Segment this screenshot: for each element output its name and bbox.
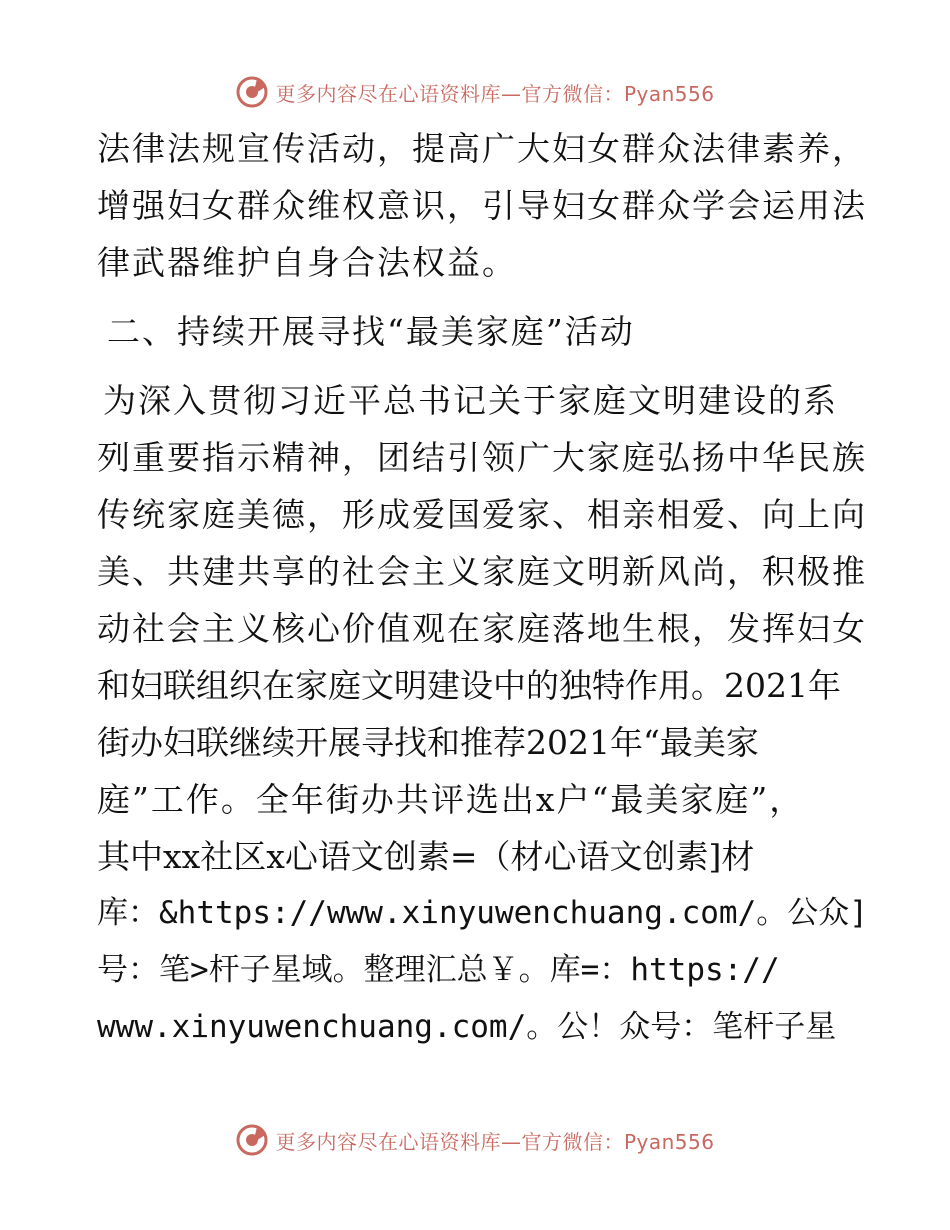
document-body: [97, 120, 877, 1056]
text-line: 传统家庭美德，形成爱国爱家、相亲相爱、向上向: [97, 495, 867, 534]
header-watermark-text: 更多内容尽在心语资料库—官方微信：Pyan556: [275, 81, 715, 106]
text-line: 街办妇联继续开展寻找和推荐2021年“最美家: [97, 723, 759, 762]
text-line: 库：&https://www.xinyuwenchuang.com/。公众]: [97, 895, 868, 931]
brand-logo-icon: [235, 75, 269, 109]
text-line: 律武器维护自身合法权益。: [97, 243, 517, 282]
header-watermark: [0, 72, 950, 112]
section-heading: 二、持续开展寻找“最美家庭”活动: [107, 312, 635, 351]
text-line: 和妇联组织在家庭文明建设中的独特作用。2021年: [97, 666, 841, 705]
text-line: 为深入贯彻习近平总书记关于家庭文明建设的系: [103, 381, 838, 420]
text-line: 列重要指示精神，团结引领广大家庭弘扬中华民族: [97, 438, 867, 477]
footer-watermark-text: 更多内容尽在心语资料库—官方微信：Pyan556: [275, 1129, 715, 1154]
text-line: 美、共建共享的社会主义家庭文明新风尚，积极推: [97, 552, 867, 591]
text-line: 法律法规宣传活动，提高广大妇女群众法律素养，: [97, 129, 867, 168]
text-line: 号：笔>杆子星域。整理汇总￥。库=：https://: [97, 952, 780, 988]
brand-logo-icon: [235, 1123, 269, 1157]
footer-watermark: [0, 1120, 950, 1160]
text-line: 其中xx社区x心语文创素=（材心语文创素]材: [97, 837, 755, 876]
text-line: 庭”工作。全年街办共评选出x户“最美家庭”，: [97, 780, 805, 819]
text-line: 动社会主义核心价值观在家庭落地生根，发挥妇女: [97, 609, 867, 648]
text-line: 增强妇女群众维权意识，引导妇女群众学会运用法: [97, 186, 867, 225]
text-line: www.xinyuwenchuang.com/。公！众号：笔杆子星: [97, 1009, 837, 1045]
